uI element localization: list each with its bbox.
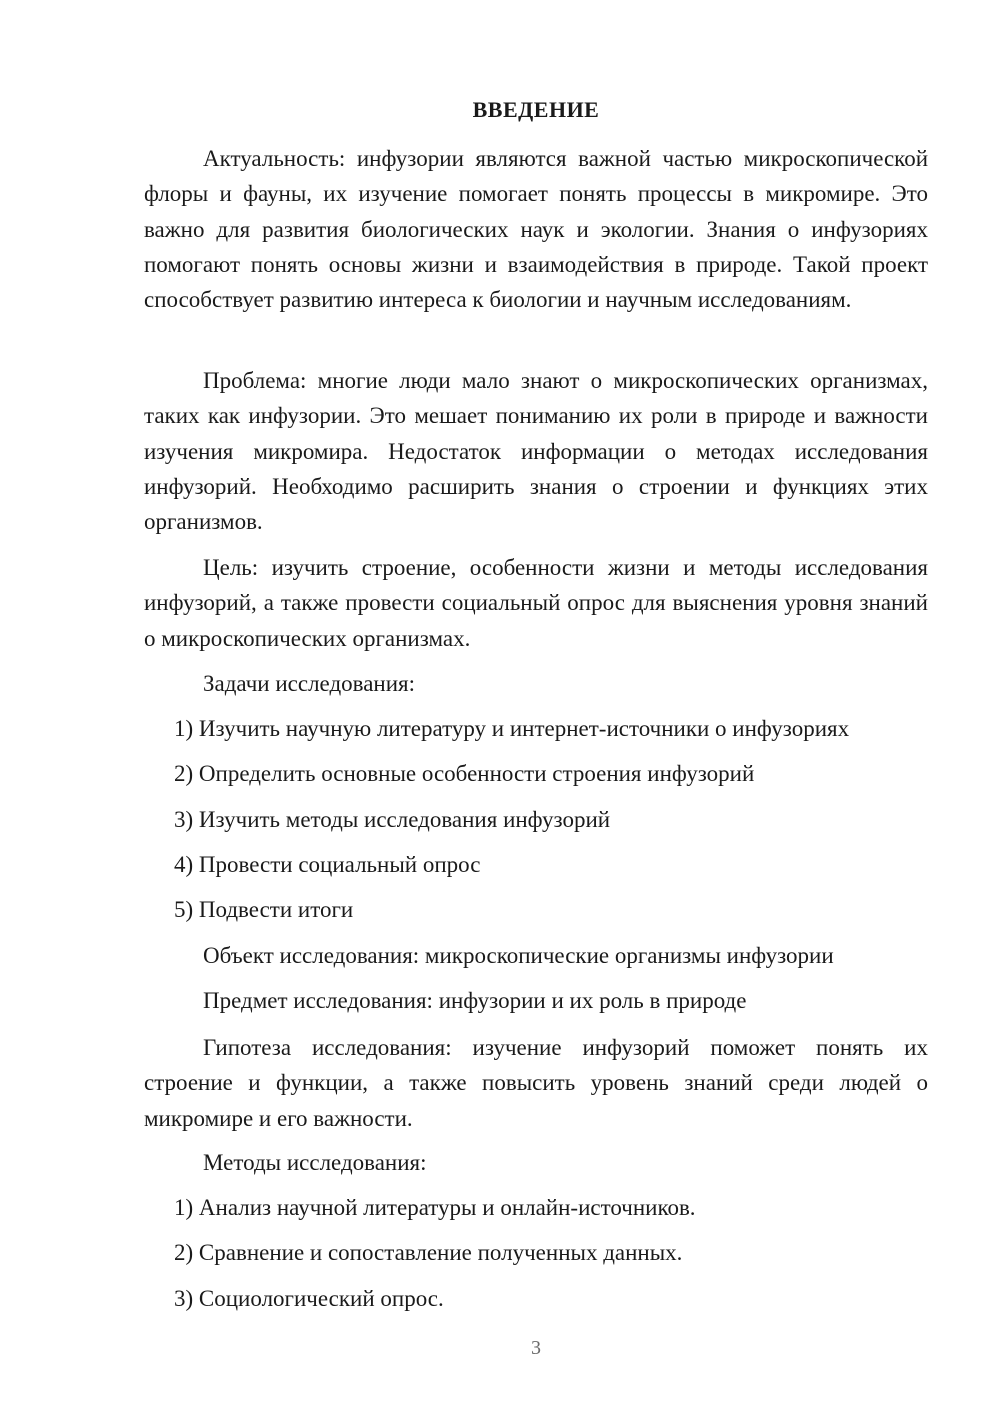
task-item: 1) Изучить научную литературу и интернет-источники о инфузориях xyxy=(174,716,850,741)
problem-paragraph: Проблема: многие люди мало знают о микроскопических организмах, таких как инфузории. Это мешает пониманию их роли в природе и важности изучения микромира. Недостаток информации о методах исследования инфузорий. Необходимо расширить знания о строении и функциях этих организмов. xyxy=(144,368,928,535)
research-object: Объект исследования: микроскопические организмы инфузории xyxy=(203,943,834,968)
tasks-heading: Задачи исследования: xyxy=(203,671,416,696)
task-item: 3) Изучить методы исследования инфузорий xyxy=(174,807,611,832)
task-item: 4) Провести социальный опрос xyxy=(174,852,481,877)
hypothesis-paragraph: Гипотеза исследования: изучение инфузорий поможет понять их строение и функции, а также повысить уровень знаний среди людей о микромире и его важности. xyxy=(144,1035,928,1131)
relevance-paragraph: Актуальность: инфузории являются важной частью микроскопической флоры и фауны, их изучение помогает понять процессы в микромире. Это важно для развития биологических наук и экологии. Знания о инфузориях помогают понять основы жизни и взаимодействия в природе. Такой проект способствует развитию интереса к биологии и научным исследованиям. xyxy=(144,146,928,313)
task-item: 5) Подвести итоги xyxy=(174,897,354,922)
method-item: 3) Социологический опрос. xyxy=(174,1286,444,1311)
research-subject: Предмет исследования: инфузории и их роль в природе xyxy=(203,988,747,1013)
page-number: 3 xyxy=(531,1337,541,1359)
method-item: 1) Анализ научной литературы и онлайн-источников. xyxy=(174,1195,696,1220)
method-item: 2) Сравнение и сопоставление полученных данных. xyxy=(174,1240,683,1265)
page-title: ВВЕДЕНИЕ xyxy=(472,97,600,122)
task-item: 2) Определить основные особенности строения инфузорий xyxy=(174,761,755,786)
goal-paragraph: Цель: изучить строение, особенности жизни и методы исследования инфузорий, а также провести социальный опрос для выяснения уровня знаний о микроскопических организмах. xyxy=(144,555,928,651)
methods-heading: Методы исследования: xyxy=(203,1150,427,1175)
